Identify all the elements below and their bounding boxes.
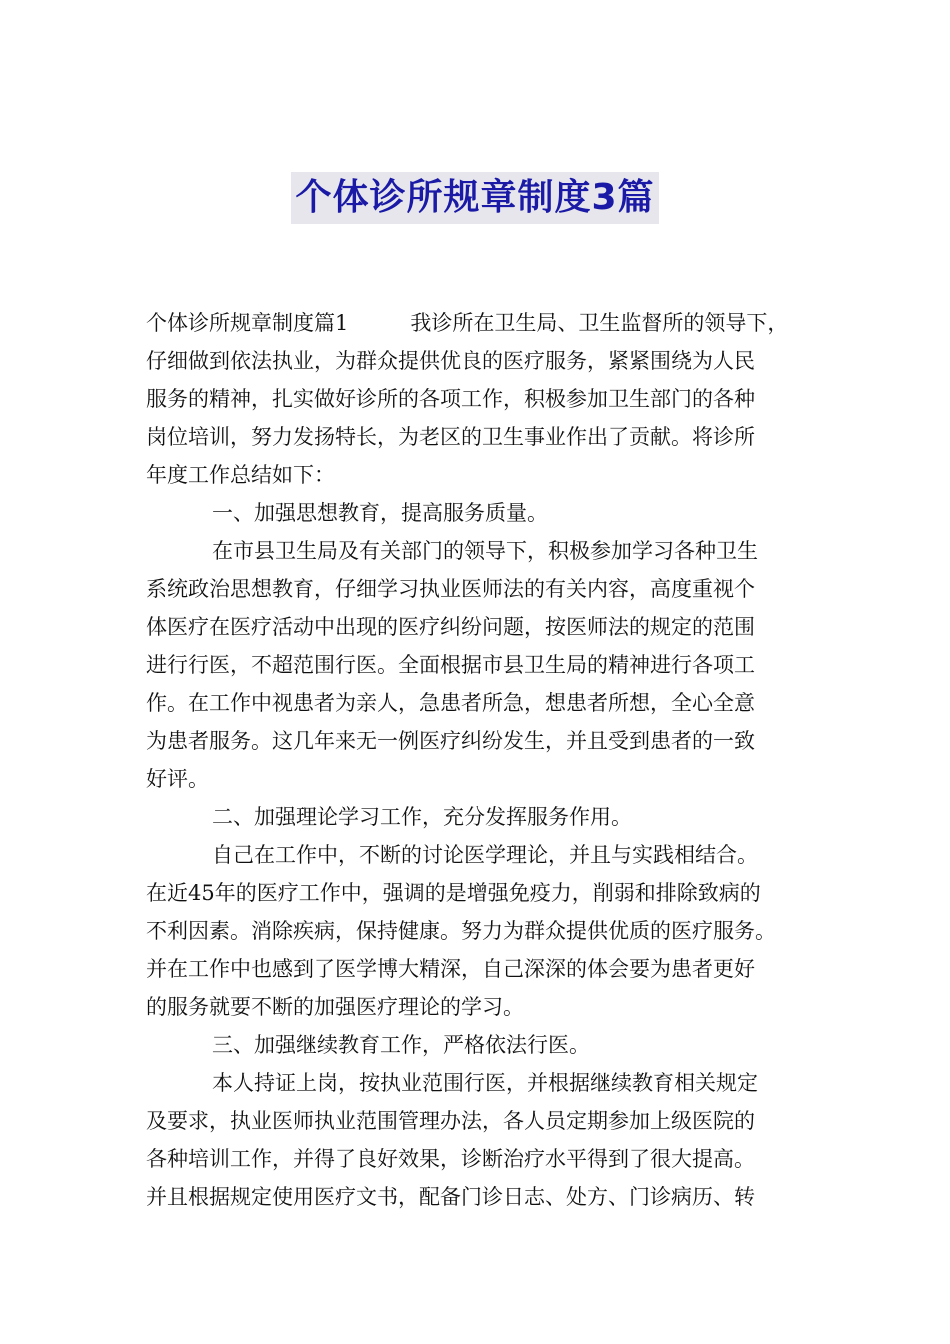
paragraph-line: 体医疗在医疗活动中出现的医疗纠纷问题，按医师法的规定的范围: [146, 615, 755, 639]
paragraph-line: [146, 304, 808, 342]
section-heading: 三、加强继续教育工作，严格依法行医。: [212, 1033, 590, 1057]
section-heading-inline: 个体诊所规章制度篇1: [146, 311, 349, 335]
paragraph-line: 仔细做到依法执业，为群众提供优良的医疗服务，紧紧围绕为人民: [146, 349, 755, 373]
document-title: 个体诊所规章制度3篇: [291, 172, 658, 224]
paragraph-line: 在近45年的医疗工作中，强调的是增强免疫力，削弱和排除致病的: [146, 881, 761, 905]
paragraph-line: 的服务就要不断的加强医疗理论的学习。: [146, 995, 524, 1019]
paragraph-line: 各种培训工作，并得了良好效果，诊断治疗水平得到了很大提高。: [146, 1147, 755, 1171]
document-body: [146, 304, 808, 1216]
paragraph-line: 在市县卫生局及有关部门的领导下，积极参加学习各种卫生: [212, 539, 758, 563]
paragraph-line: 进行行医，不超范围行医。全面根据市县卫生局的精神进行各项工: [146, 653, 755, 677]
paragraph-line: 及要求，执业医师执业范围管理办法，各人员定期参加上级医院的: [146, 1109, 755, 1133]
paragraph-line: 系统政治思想教育，仔细学习执业医师法的有关内容，高度重视个: [146, 577, 755, 601]
paragraph-line: 自己在工作中，不断的讨论医学理论，并且与实践相结合。: [212, 843, 758, 867]
paragraph-line: 不利因素。消除疾病，保持健康。努力为群众提供优质的医疗服务。: [146, 919, 776, 943]
paragraph-line: 岗位培训，努力发扬特长，为老区的卫生事业作出了贡献。将诊所: [146, 425, 755, 449]
paragraph-line: 并且根据规定使用医疗文书，配备门诊日志、处方、门诊病历、转: [146, 1185, 755, 1209]
section-heading: 二、加强理论学习工作，充分发挥服务作用。: [212, 805, 632, 829]
paragraph-line: 服务的精神，扎实做好诊所的各项工作，积极参加卫生部门的各种: [146, 387, 755, 411]
paragraph-line: 作。在工作中视患者为亲人，急患者所急，想患者所想，全心全意: [146, 691, 755, 715]
paragraph-line: 本人持证上岗，按执业范围行医，并根据继续教育相关规定: [212, 1071, 758, 1095]
paragraph-line: 为患者服务。这几年来无一例医疗纠纷发生，并且受到患者的一致: [146, 729, 755, 753]
paragraph-line: 好评。: [146, 767, 209, 791]
paragraph-text: 我诊所在卫生局、卫生监督所的领导下，: [410, 311, 789, 335]
title-area: [0, 172, 950, 224]
paragraph-line: 并在工作中也感到了医学博大精深，自己深深的体会要为患者更好: [146, 957, 755, 981]
paragraph-line: 年度工作总结如下：: [146, 463, 335, 487]
section-heading: 一、加强思想教育，提高服务质量。: [212, 501, 548, 525]
